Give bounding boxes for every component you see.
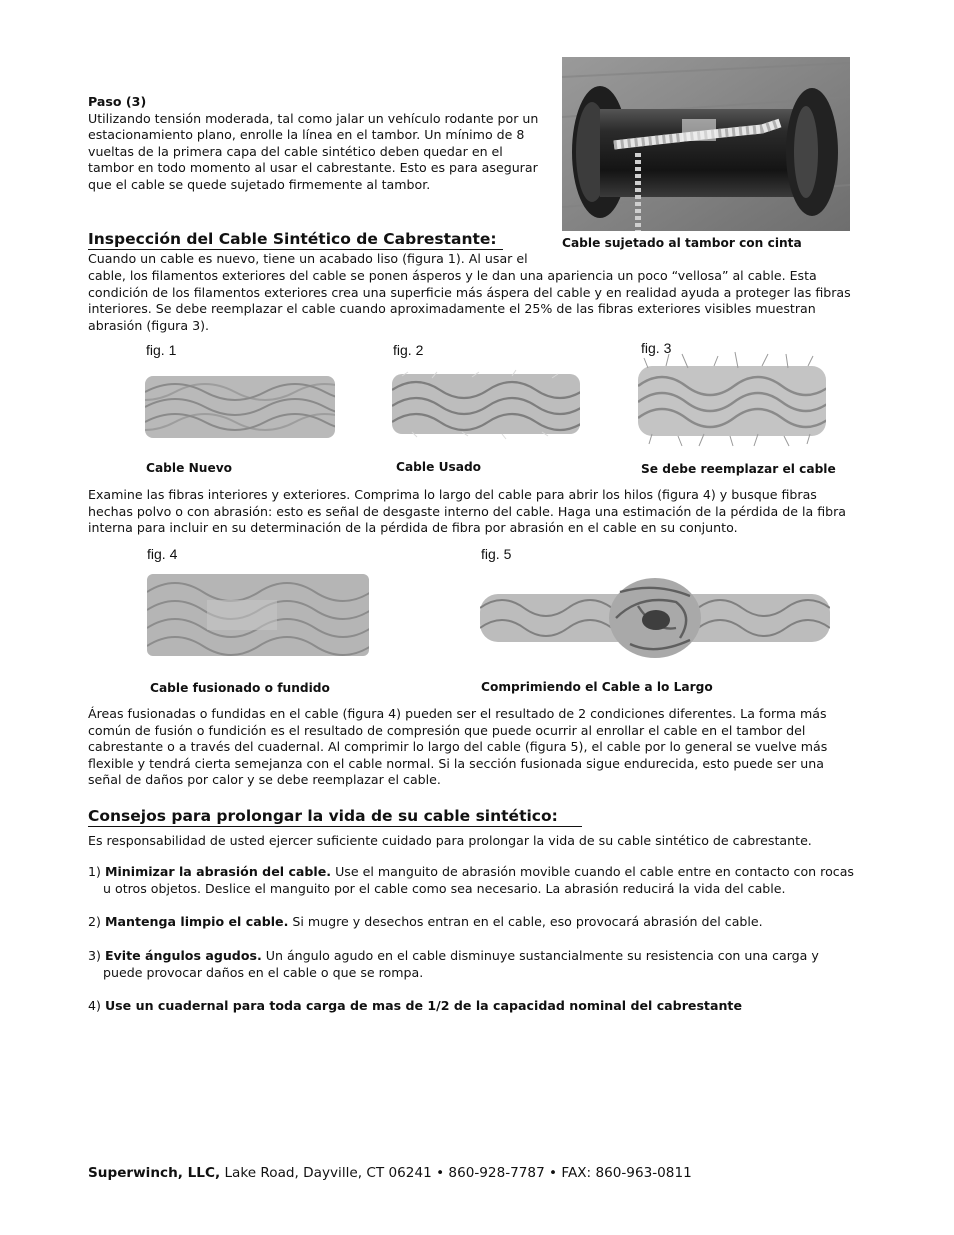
fig5-caption: Comprimiendo el Cable a lo Largo — [481, 680, 713, 694]
fig2-label: fig. 2 — [393, 342, 424, 358]
fig4-fused-rope-image — [147, 570, 369, 660]
fig1-label: fig. 1 — [146, 342, 177, 358]
fig2-used-rope-image — [392, 368, 580, 440]
tip-number: 3) — [88, 948, 101, 963]
fig1-caption: Cable Nuevo — [146, 461, 233, 475]
fig3-worn-rope-image — [638, 346, 826, 450]
fig1-new-rope-image — [145, 372, 335, 442]
fig5-compressed-rope-image — [480, 572, 830, 664]
fig5-label: fig. 5 — [481, 546, 512, 562]
inspection-heading: Inspección del Cable Sintético de Cabrestante: — [88, 230, 503, 250]
tip-title: Minimizar la abrasión del cable. — [104, 864, 332, 879]
drum-photo — [562, 57, 850, 231]
tip-text: Un ángulo agudo en el cable disminuye sustancialmente su resistencia con una carga y puede provocar daños en el cable o que se rompa. — [103, 948, 819, 980]
tip-item-2 — [88, 914, 858, 931]
tip-title: Use un cuadernal para toda carga de mas de 1/2 de la capacidad nominal del cabrestante — [104, 998, 742, 1013]
tips-intro: Es responsabilidad de usted ejercer suficiente cuidado para prolongar la vida de su cable sintético de cabrestante. — [88, 833, 812, 848]
step-title: Paso (3) — [88, 94, 147, 109]
tips-heading: Consejos para prolongar la vida de su cable sintético: — [88, 807, 582, 827]
tip-title: Mantenga limpio el cable. — [104, 914, 289, 929]
tip-item-3 — [88, 948, 858, 981]
inspection-para2: Examine las fibras interiores y exteriores. Comprima lo largo del cable para abrir los hilos (figura 4) y busque fibras hechas polvo o con abrasión: esto es señal de desgaste interno del cable. Haga una estimación de la pérdida de la fibra interna para incluir en su determinación de la pérdida de fibra por abrasión en el cable en su conjunto. — [88, 487, 847, 536]
drum-photo-caption: Cable sujetado al tambor con cinta — [562, 236, 802, 250]
tip-text: Use el manguito de abrasión movible cuando el cable entre en contacto con rocas u otros objetos. Deslice el manguito por el cable como sea necesario. La abrasión reducirá la vida del cable. — [103, 864, 854, 896]
tip-text: Si mugre y desechos entran en el cable, eso provocará abrasión del cable. — [288, 914, 763, 929]
footer-address: Lake Road, Dayville, CT 06241 • 860-928-7787 • FAX: 860-963-0811 — [220, 1165, 692, 1181]
inspection-para3: Áreas fusionadas o fundidas en el cable (figura 4) pueden ser el resultado de 2 condiciones diferentes. La forma más común de fusión o fundición es el resultado de compresión que puede ocurrir al enrollar el cable en el tambor del cabrestante o a través del cuadernal. Al comprimir lo largo del cable (figura 5), el cable por lo general se vuelve más flexible y tendrá cierta semejanza con el cable normal. Si la sección fusionada sigue endurecida, esto puede ser una señal de daños por calor y se debe reemplazar el cable. — [88, 706, 828, 788]
tip-title: Evite ángulos agudos. — [104, 948, 262, 963]
fig4-label: fig. 4 — [147, 546, 178, 562]
tip-number: 2) — [88, 914, 101, 929]
fig3-label: fig. 3 — [641, 340, 672, 356]
step-section — [88, 94, 548, 194]
fig2-caption: Cable Usado — [396, 460, 482, 474]
inspection-para1-line1: Cuando un cable es nuevo, tiene un acabado liso (figura 1). Al usar el — [88, 251, 528, 266]
footer — [88, 1165, 692, 1181]
tip-item-4 — [88, 998, 858, 1015]
inspection-para1: cable, los filamentos exteriores del cable se ponen ásperos y le dan una apariencia un poco “vellosa” al cable. Esta condición de los filamentos exteriores crea una superficie más áspera del cable y en realidad ayuda a proteger las fibras interiores. Se debe reemplazar el cable cuando aproximadamente el 25% de las fibras exteriores visibles muestran abrasión (figura 3). — [88, 268, 851, 333]
tip-number: 1) — [88, 864, 101, 879]
tip-number: 4) — [88, 998, 101, 1013]
footer-company: Superwinch, LLC, — [88, 1165, 221, 1181]
step-text: Utilizando tensión moderada, tal como jalar un vehículo rodante por un estacionamiento plano, enrolle la línea en el tambor. Un mínimo de 8 vueltas de la primera capa del cable sintético deben quedar en el tambor en todo momento al usar el cabrestante. Esto es para asegurar que el cable se quede sujetado firmemente al tambor. — [88, 110, 539, 192]
fig4-caption: Cable fusionado o fundido — [150, 681, 330, 695]
tip-item-1 — [88, 864, 858, 897]
fig3-caption: Se debe reemplazar el cable — [641, 462, 836, 476]
